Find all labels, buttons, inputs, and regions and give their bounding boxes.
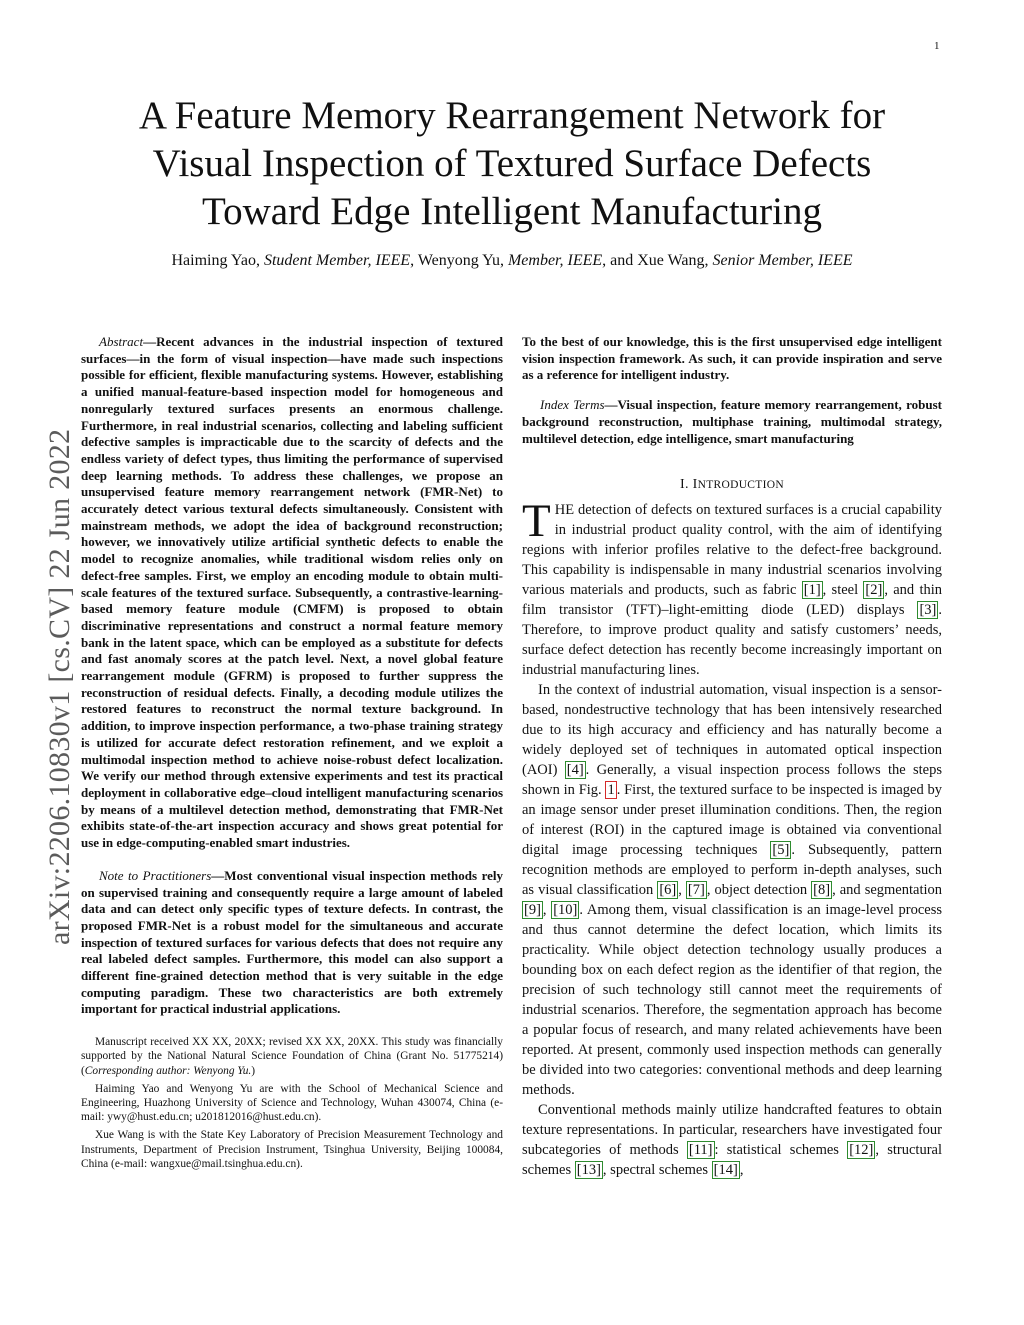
- citation-link[interactable]: [13]: [576, 1161, 601, 1178]
- citation-link[interactable]: [2]: [865, 581, 883, 598]
- right-column: [522, 334, 942, 1180]
- note-heading: Note to Practitioners: [99, 867, 212, 883]
- intro-paragraph-2: In the context of industrial automation, visual inspection is a sensor-based, nondestructive technology that has been intensively researched due to its high accuracy and efficiency and has naturally become a widely deployed set of techniques in automated optical inspection (AOI) [4] . Generally, a visual inspection process follows the steps shown in Fig. 1 . First, the textured surface to be inspected is imaged by an image sensor under preset illumination conditions. Then, the region of interest (ROI) in the captured image is obtained via conventional digital image processing techniques [5] . Subsequently, pattern recognition methods are employed to perform in-depth analyses, such as visual classification [6] , [7] , object detection [8] , and segmentation [9] , [10] . Among them, visual classification is an image-level process and thus cannot determine the defect location, which limits its practicality. While object detection technology usually produces a bounding box on each defect region as the identifier of that region, the precision of such technology still cannot meet the requirements of industrial scenarios. Therefore, the segmentation approach has become a popular focus of research, and many related achievements have been reported. At present, commonly used inspection methods can generally be divided into two categories: conventional methods and deep learning methods.: [522, 681, 943, 1098]
- index-terms-dash: —: [604, 397, 618, 413]
- citation-link[interactable]: [1]: [803, 581, 821, 598]
- intro-paragraph-3: Conventional methods mainly utilize handcrafted features to obtain texture representations. In particular, researchers have investigated four subcategories of methods [11] : statistical schemes [12] , structural schemes [13] , spectral schemes [14] ,: [522, 1101, 942, 1178]
- citation-link[interactable]: [12]: [849, 1141, 874, 1158]
- abstract-continued-text: To the best of our knowledge, this is the first unsupervised edge intelligent vision inspection framework. As such, it can provide inspiration and serve as a reference for intelligent industry.: [522, 334, 942, 383]
- footnote-funding: Manuscript received XX XX, 20XX; revised XX XX, 20XX. This study was financially supported by the National Natural Science Foundation of China (Grant No. 51775214) (Corresponding author: Wenyong Yu.): [81, 1036, 503, 1077]
- corresponding-author: Corresponding author: Wenyong Yu.: [84, 1064, 252, 1077]
- author-1-role: Student Member, IEEE: [263, 252, 411, 269]
- footnote-affiliation-1: Haiming Yao and Wenyong Yu are with the School of Mechanical Science and Engineering, Huazhong University of Science and Technology, Wuhan 430074, China (e-mail: ywy@hust.edu.cn; u201812016@hust.edu.cn).: [81, 1082, 503, 1124]
- footnote-affiliation-2: Xue Wang is with the State Key Laboratory of Precision Measurement Technology and Instruments, Department of Precision Instrument, Tsinghua University, Beijing 100084, China (e-mail: wangxue@mail.tsinghua.edu.cn).: [81, 1129, 503, 1170]
- title-block: [80, 92, 944, 272]
- title-line-3: Toward Edge Intelligent Manufacturing: [202, 190, 822, 233]
- citation-link[interactable]: [6]: [659, 881, 677, 898]
- abstract-heading: Abstract: [99, 334, 144, 349]
- citation-link[interactable]: [4]: [566, 761, 584, 778]
- index-terms-text: Visual inspection, feature memory rearrangement, robust background reconstruction, multiphase training, multimodal strategy, multilevel detection, edge intelligence, smart manufacturing: [522, 397, 942, 446]
- author-2-role: Member, IEEE: [507, 252, 603, 269]
- author-1: Haiming Yao,: [171, 252, 260, 269]
- citation-link[interactable]: [14]: [713, 1161, 738, 1178]
- abstract-text: Recent advances in the industrial inspection of textured surfaces—in the form of visual inspection—have made such inspections possible for efficient, flexible manufacturing systems. However, establishing a unified manual-feature-based inspection model for homogeneous and nonregularly textured surfaces presents an enormous challenge. Furthermore, in real industrial scenarios, collecting and labeling sufficient defective samples is impracticable due to the scarcity of defects and the endless variety of defect types, thus limiting the performance of supervised deep learning methods. To address these challenges, we propose an unsupervised feature memory rearrangement network (FMR-Net) to accurately detect various textural defects simultaneously. Consistent with mainstream methods, we adopt the idea of background reconstruction; however, we innovatively utilize artificial synthetic defects to enable the model to recognize anomalies, while traditional wisdom relies only on defect-free samples. First, we employ an encoding module to obtain multi-scale features of the textured surface. Subsequently, a contrastive-learning-based memory feature module (CMFM) is proposed to obtain discriminative representations and construct a normal feature memory bank in the latent space, which can be employed as a substitute for defects and fast anomaly scores at the patch level. Next, a novel global feature rearrangement module (GFRM) is proposed to further suppress the reconstruction of residual defects. Finally, a decoding module utilizes the restored features to reconstruct the normal texture background. In addition, to improve inspection performance, a two-phase training strategy is utilized for accurate defect restoration refinement, and we exploit a multimodal inspection method to achieve noise-robust defect localization. We verify our method through extensive experiments and test its practical deployment in collaborative edge–cloud intelligent manufacturing scenarios by means of a multilevel detection method, demonstrating that FMR-Net exhibits state-of-the-art inspection accuracy and shows great potential for use in edge-computing-enabled smart industries.: [81, 334, 503, 851]
- note-text: Most conventional visual inspection methods rely on supervised training and consequently require a large amount of labeled data and can detect only specific types of texture defects. In contrast, the proposed FMR-Net is a robust model for the simultaneous and accurate inspection of textured surfaces for various defects that does not require any real labeled defect samples. Furthermore, this model can also support a different fine-grained detection method that is very suitable in the edge computing paradigm. These two characteristics are both extremely important for practical industrial applications.: [81, 867, 503, 1017]
- abstract: [81, 334, 503, 852]
- citation-link[interactable]: [7]: [687, 881, 705, 898]
- section-heading-introduction: [522, 477, 942, 494]
- figure-link[interactable]: 1: [607, 781, 615, 798]
- citation-link[interactable]: [11]: [688, 1141, 713, 1158]
- author-2: , Wenyong Yu,: [410, 252, 504, 269]
- note-dash: —: [211, 867, 225, 883]
- author-line: [80, 250, 944, 272]
- left-column: [81, 334, 503, 1175]
- arxiv-stamp: arXiv:2206.10830v1 [cs.CV] 22 Jun 2022: [43, 428, 76, 945]
- index-terms: [522, 397, 942, 447]
- section-first-letter: I: [692, 477, 698, 493]
- title-line-2: Visual Inspection of Textured Surface Defects: [152, 142, 872, 185]
- intro-paragraph-1: THE detection of defects on textured surfaces is a crucial capability in industrial product quality control, with the aim of identifying regions with inferior profiles relative to the defect-free background. This capability is indispensable in many industrial scenarios involving various materials and products, such as fabric [1] , steel [2] , and thin film transistor (TFT)–light-emitting diode (LED) displays [3] . Therefore, to improve product quality and satisfy customers’ needs, surface defect detection has recently become increasingly important on industrial manufacturing lines.: [522, 494, 942, 678]
- abstract-continued: [522, 334, 942, 384]
- author-3: , and Xue Wang,: [602, 252, 709, 269]
- note-to-practitioners: [81, 868, 503, 1018]
- drop-cap: T: [522, 494, 551, 547]
- abstract-dash: —: [143, 334, 157, 349]
- author-3-role: Senior Member, IEEE: [712, 252, 853, 269]
- citation-link[interactable]: [5]: [772, 841, 790, 858]
- citation-link[interactable]: [3]: [919, 601, 937, 618]
- paper-title: [80, 92, 944, 236]
- index-terms-heading: Index Terms: [540, 397, 605, 413]
- citation-link[interactable]: [9]: [524, 901, 541, 918]
- footnotes: [81, 1035, 503, 1171]
- citation-link[interactable]: [10]: [553, 901, 578, 918]
- introduction-body: [522, 494, 943, 1180]
- title-line-1: A Feature Memory Rearrangement Network for: [138, 94, 886, 137]
- section-title-rest: NTRODUCTION: [697, 479, 784, 492]
- page-number: 1: [934, 40, 940, 52]
- section-numeral: I.: [680, 477, 689, 493]
- citation-link[interactable]: [8]: [813, 881, 831, 898]
